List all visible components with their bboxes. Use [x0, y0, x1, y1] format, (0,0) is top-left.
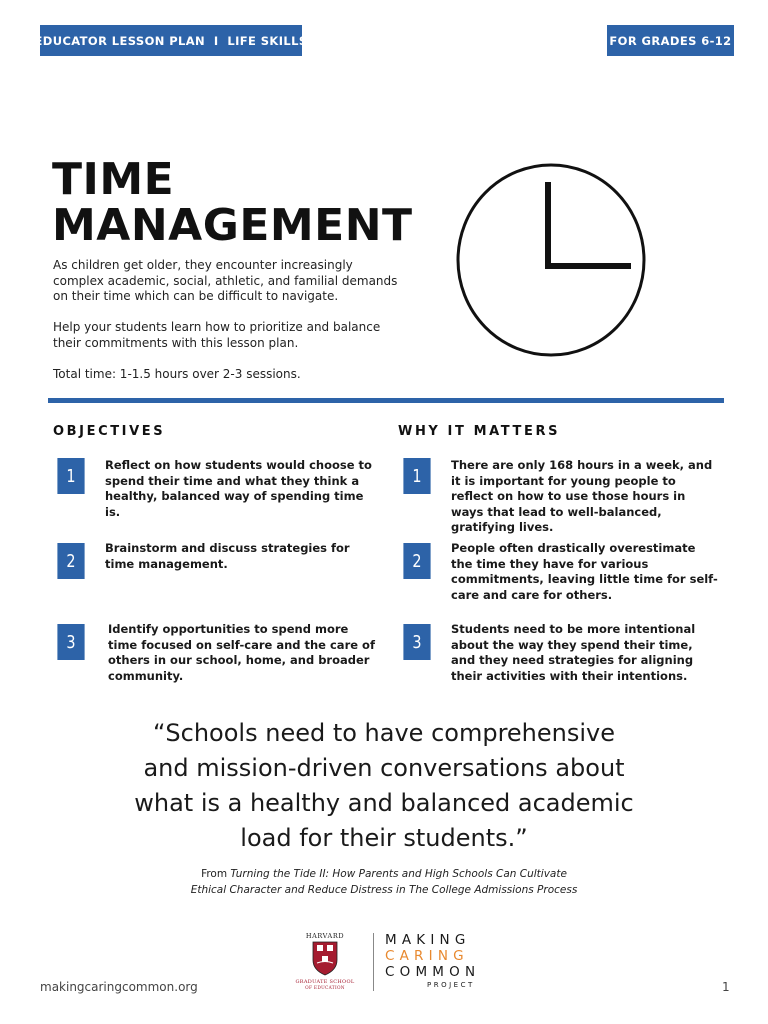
- intro-paragraph-2: Help your students learn how to prioritize and balance their commitments with this lesson plan.: [53, 320, 381, 350]
- lesson-type-tag: [34, 25, 308, 56]
- lesson-type-label: EDUCATOR LESSON PLAN I LIFE SKILLS: [34, 33, 308, 48]
- harvard-logo-top-text: HARVARD: [305, 932, 345, 940]
- objective-text-2: Brainstorm and discuss strategies for time management.: [105, 541, 350, 571]
- objective-number-1: 1: [57, 458, 84, 494]
- harvard-logo-bottom-text-1: GRADUATE SCHOOL: [295, 979, 355, 985]
- quote-source-title: Turning the Tide II: How Parents and High Schools Can Cultivate Ethical Character and Reduce Distress in The College Admissions Process: [190, 868, 578, 896]
- title-line-2: MANAGEMENT: [52, 200, 413, 251]
- reason-text-3: Students need to be more intentional about the way they spend their time, and they need strategies for aligning their activities with their intentions.: [451, 622, 696, 683]
- mcc-logo-line-1: MAKING: [385, 932, 471, 948]
- page-title: [52, 154, 413, 251]
- grade-level-label: FOR GRADES 6-12: [609, 33, 732, 48]
- mcc-logo-line-2: CARING: [385, 948, 469, 964]
- mcc-logo-project: PROJECT: [427, 981, 475, 989]
- reason-number-2: 2: [403, 543, 430, 579]
- harvard-gse-logo: [290, 930, 360, 992]
- logo-divider: [373, 933, 374, 991]
- intro-paragraph-3: Total time: 1-1.5 hours over 2-3 sessions.: [53, 367, 301, 381]
- pull-quote: “Schools need to have comprehensive and mission-driven conversations about what is a healthy and balanced academic load for their students.”: [134, 719, 634, 852]
- objective-number-2: 2: [57, 543, 84, 579]
- reason-text-1: There are only 168 hours in a week, and it is important for young people to reflect on how to use those hours in ways that lead to well-balanced, gratifying lives.: [451, 458, 713, 534]
- clock-icon: [455, 162, 647, 358]
- objective-text-3: Identify opportunities to spend more time focused on self-care and the care of others in our school, home, and broader community.: [108, 622, 375, 683]
- grade-level-tag: [607, 25, 734, 56]
- website-link[interactable]: makingcaringcommon.org: [40, 980, 198, 994]
- quote-source: [184, 866, 584, 898]
- harvard-logo-bottom-text-2: OF EDUCATION: [305, 986, 345, 991]
- reason-number-1: 1: [403, 458, 430, 494]
- objective-number-3: 3: [57, 624, 84, 660]
- title-line-1: TIME: [52, 154, 175, 205]
- making-caring-common-logo: [385, 932, 480, 989]
- mcc-logo-line-3: COMMON: [385, 964, 481, 980]
- section-divider: [48, 398, 724, 403]
- page-number: 1: [722, 980, 730, 994]
- why-it-matters-heading: WHY IT MATTERS: [398, 424, 561, 439]
- objective-text-1: Reflect on how students would choose to spend their time and what they think a healthy, balanced way of spending time is.: [105, 458, 372, 519]
- reason-text-2: People often drastically overestimate the time they have for various commitments, leaving little time for self-care and care for others.: [451, 541, 718, 602]
- reason-number-3: 3: [403, 624, 430, 660]
- objectives-heading: OBJECTIVES: [53, 424, 166, 439]
- quote-source-prefix: From: [201, 868, 231, 880]
- intro-paragraph-1: As children get older, they encounter increasingly complex academic, social, athletic, and familial demands on their time which can be difficult to navigate.: [53, 258, 398, 303]
